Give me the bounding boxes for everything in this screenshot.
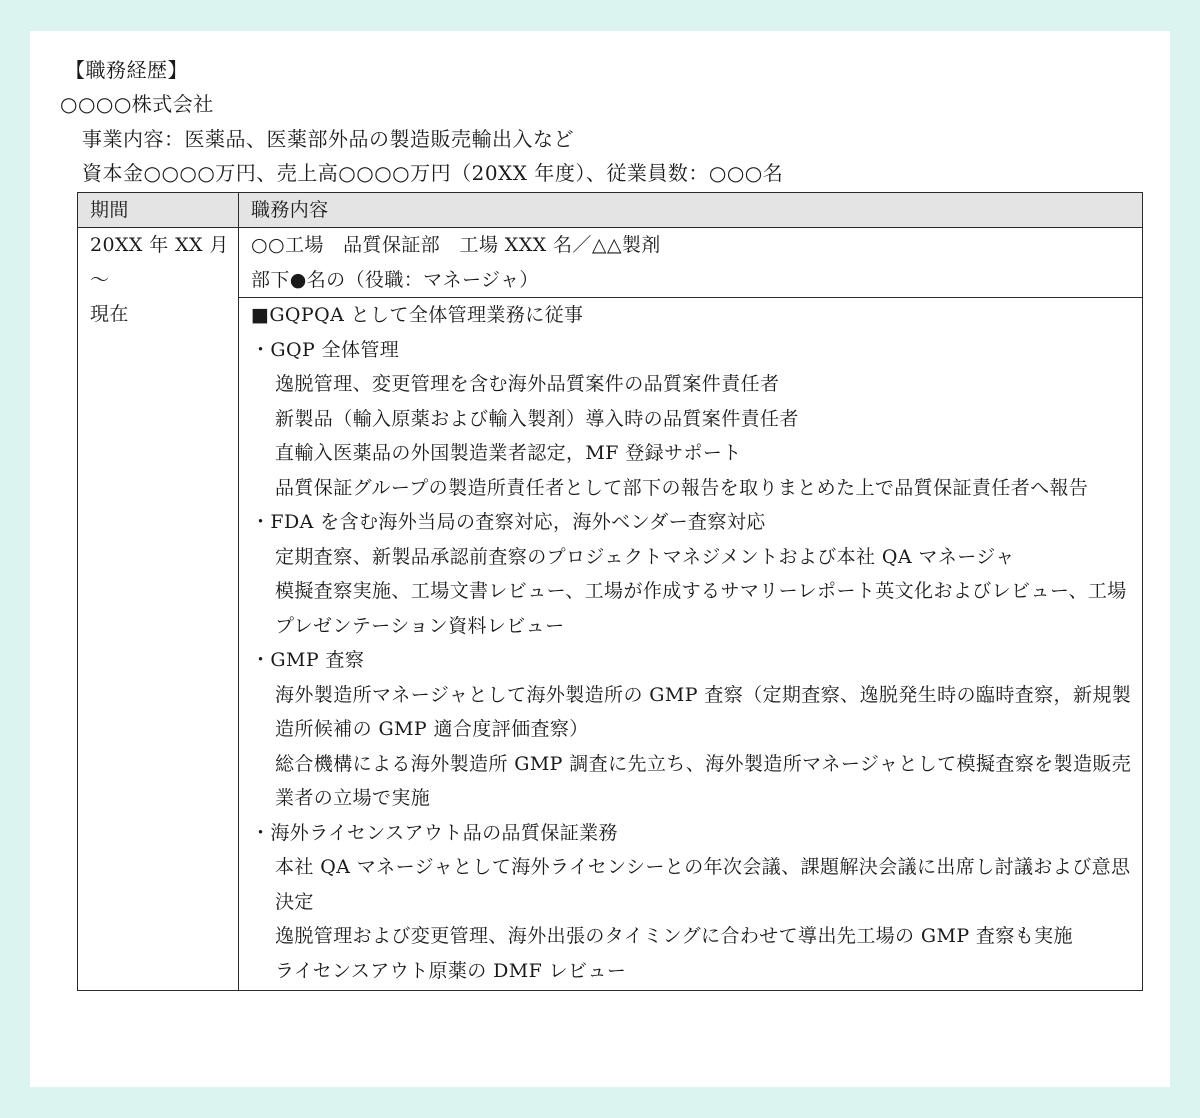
list-item: ライセンスアウト原薬の DMF レビュー: [275, 959, 627, 982]
career-table: [77, 192, 1143, 991]
list-item: 逸脱管理、変更管理を含む海外品質案件の品質案件責任者: [275, 373, 780, 395]
duties-heading: ■GQPQA として全体管理業務に従事: [251, 304, 584, 326]
section-title-license-out: ・海外ライセンスアウト品の品質保証業務: [251, 821, 618, 844]
company-stats: 資本金○○○○万円、売上高○○○○万円（20XX 年度）、従業員数：○○○名: [82, 161, 784, 185]
position-line-1: ○○工場 品質保証部 工場 XXX 名／△△製剤: [251, 234, 661, 256]
period-end: 現在: [90, 303, 129, 325]
list-item: 直輸入医薬品の外国製造業者認定，MF 登録サポート: [275, 442, 742, 464]
list-item: 定期査察、新製品承認前査察のプロジェクトマネジメントおよび本社 QA マネージャ: [275, 545, 1015, 568]
table-header-row: [78, 193, 1143, 228]
list-item: 模擬査察実施、工場文書レビュー、工場が作成するサマリーレポート英文化およびレビュー、工場プレゼンテーション資料レビュー: [275, 580, 1127, 637]
list-item: 海外製造所マネージャとして海外製造所の GMP 査察（定期査察、逸脱発生時の臨時査察，新規製造所候補の GMP 適合度評価査察）: [275, 683, 1132, 740]
document-panel: [30, 31, 1170, 1087]
position-cell: [239, 228, 1143, 298]
period-separator: ～: [90, 268, 110, 291]
section-title-gmp: ・GMP 査察: [251, 649, 365, 671]
section-title-gqp: ・GQP 全体管理: [251, 338, 400, 361]
business-description: 事業内容：医薬品、医薬部外品の製造販売輸出入など: [82, 127, 574, 151]
period-start: 20XX 年 XX 月: [90, 234, 229, 256]
header-period: 期間: [78, 193, 239, 228]
list-item: 本社 QA マネージャとして海外ライセンシーとの年次会議、課題解決会議に出席し討議および意思決定: [275, 856, 1131, 913]
position-line-2: 部下●名の（役職：マネージャ）: [251, 268, 539, 291]
company-name: ○○○○株式会社: [60, 92, 214, 116]
list-item: 品質保証グループの製造所責任者として部下の報告を取りまとめた上で品質保証責任者へ報告: [275, 476, 1089, 499]
table-row-position: [78, 228, 1143, 298]
list-item: 新製品（輸入原薬および輸入製剤）導入時の品質案件責任者: [275, 407, 799, 430]
section-title-inspection: ・FDA を含む海外当局の査察対応，海外ベンダー査察対応: [251, 511, 766, 533]
section-title: 【職務経歴】: [65, 58, 188, 82]
period-cell: [78, 228, 239, 991]
list-item: 逸脱管理および変更管理、海外出張のタイミングに合わせて導出先工場の GMP 査察も実施: [275, 925, 1073, 947]
header-duties: 職務内容: [239, 193, 1143, 228]
list-item: 総合機構による海外製造所 GMP 調査に先立ち、海外製造所マネージャとして模擬査察を製造販売業者の立場で実施: [275, 752, 1132, 809]
duties-cell: [239, 298, 1143, 991]
